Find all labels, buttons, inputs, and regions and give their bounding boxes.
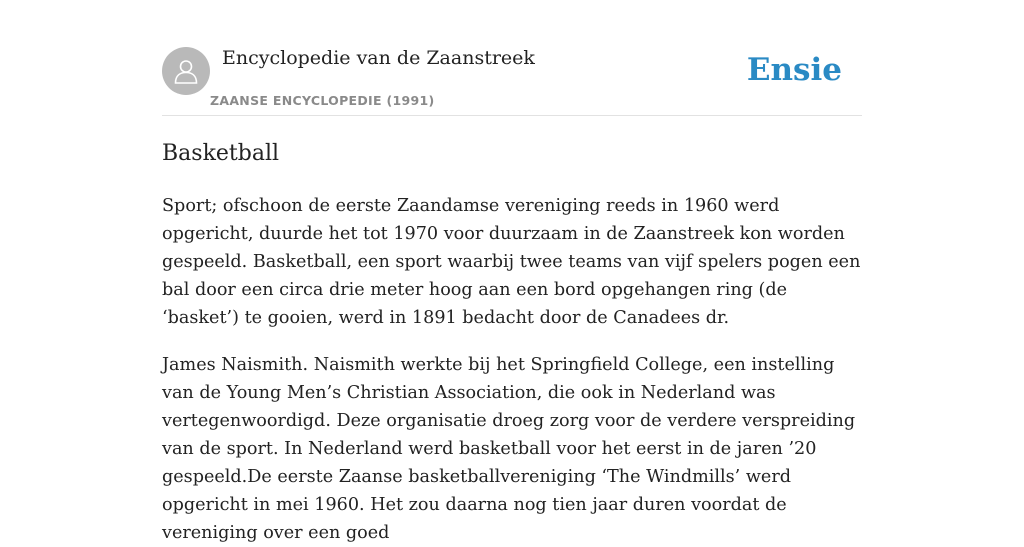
source-subtitle: ZAANSE ENCYCLOPEDIE (1991) — [210, 93, 435, 108]
ensie-logo[interactable]: Ensie — [746, 52, 842, 88]
article-title: Basketball — [162, 141, 280, 166]
user-icon — [171, 56, 201, 86]
source-header — [162, 0, 862, 116]
source-avatar[interactable] — [162, 47, 210, 95]
source-title[interactable]: Encyclopedie van de Zaanstreek — [222, 47, 535, 69]
content-container — [162, 0, 862, 543]
article-paragraph-1: Sport; ofschoon de eerste Zaandamse vereniging reeds in 1960 werd opgericht, duurde het tot 1970 voor duurzaam in de Zaanstreek kon worden gespeeld. Basketball, een sport waarbij twee teams van vijf spelers pogen een bal door een circa drie meter hoog aan een bord opgehangen ring (de ‘basket’) te gooien, werd in 1891 bedacht door de Canadees dr. — [162, 196, 861, 328]
article-paragraph-2: James Naismith. Naismith werkte bij het Springfield College, een instelling van de Young Men’s Christian Association, die ook in Nederland was vertegenwoordigd. Deze organisatie droeg zorg voor de verdere verspreiding van de sport. In Nederland werd basketball voor het eerst in de jaren ’20 gespeeld.De eerste Zaanse basketballvereniging ‘The Windmills’ werd opgericht in mei 1960. Het zou daarna nog tien jaar duren voordat de vereniging over een goed — [162, 355, 856, 543]
